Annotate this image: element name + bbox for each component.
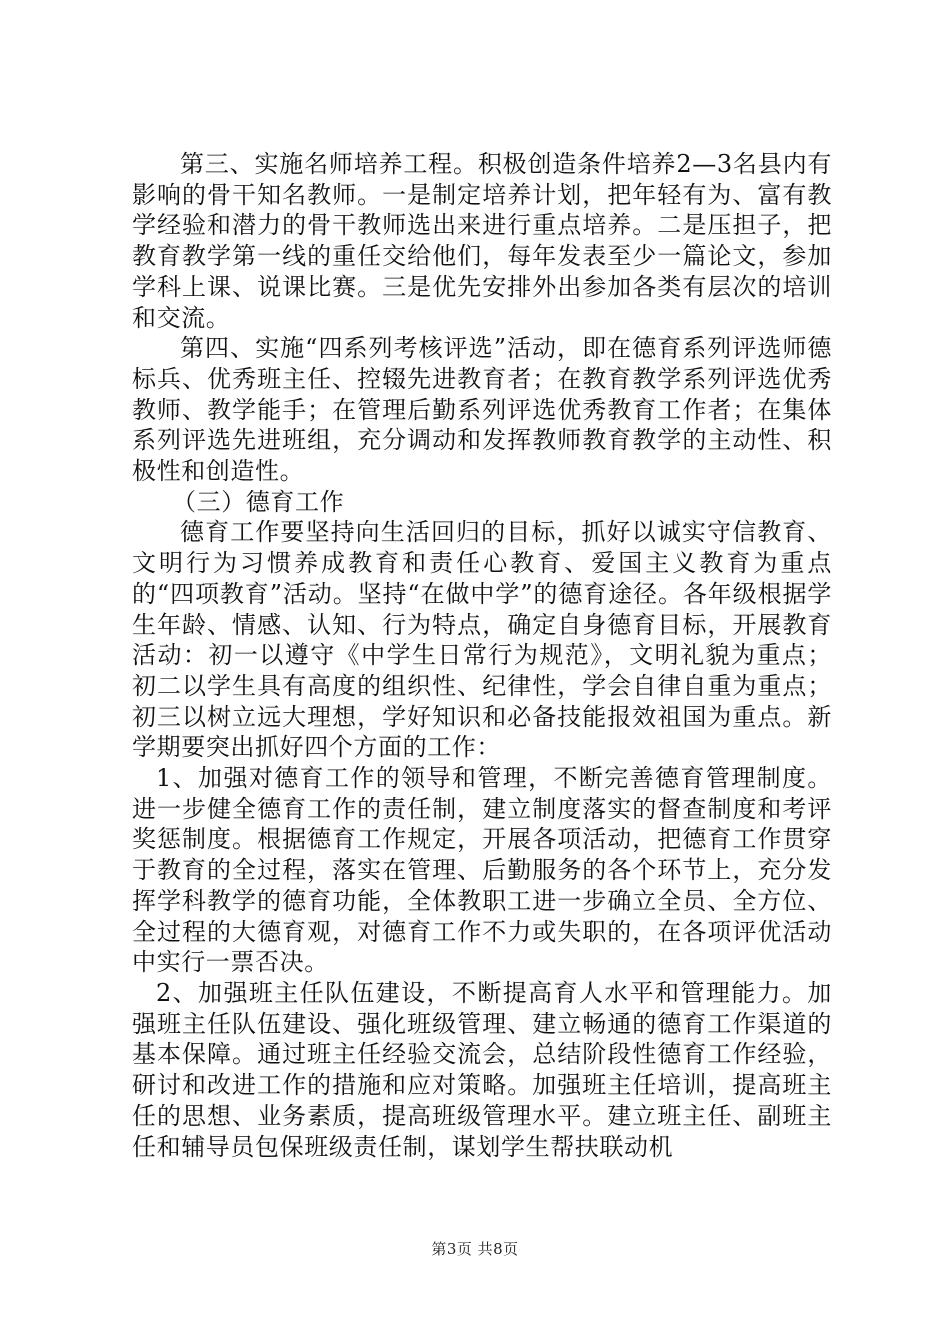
paragraph-item-1: 1、加强对德育工作的领导和管理，不断完善德育管理制度。进一步健全德育工作的责任制，建立制度落实的督查制度和考评奖惩制度。根据德育工作规定，开展各项活动，把德育工作贯穿于教育的全过程，落实在管理、后勤服务的各个环节上，充分发挥学科教学的德育功能，全体教职工进一步确立全员、全方位、全过程的大德育观，对德育工作不力或失职的，在各项评优活动中实行一票否决。	[132, 764, 832, 977]
paragraph-moral-education: 德育工作要坚持向生活回归的目标，抓好以诚实守信教育、文明行为习惯养成教育和责任心教育、爱国主义教育为重点的“四项教育”活动。坚持“在做中学”的德育途径。各年级根据学生年龄、情感、认知、行为特点，确定自身德育目标，开展教育活动：初一以遵守《中学生日常行为规范》，文明礼貌为重点；初二以学生具有高度的组织性、纪律性，学会自律自重为重点；初三以树立远大理想，学好知识和必备技能报效祖国为重点。新学期要突出抓好四个方面的工作：	[132, 518, 832, 762]
page-number-footer: 第3页 共8页	[431, 1240, 519, 1258]
paragraph-teacher-training: 第三、实施名师培养工程。积极创造条件培养2—3名县内有影响的骨干知名教师。一是制定培养计划，把年轻有为、富有教学经验和潜力的骨干教师选出来进行重点培养。二是压担子，把教育教学第一线的重任交给他们，每年发表至少一篇论文，参加学科上课、说课比赛。三是优先安排外出参加各类有层次的培训和交流。	[132, 150, 832, 332]
paragraph-assessment-selection: 第四、实施“四系列考核评选”活动，即在德育系列评选师德标兵、优秀班主任、控辍先进教育者；在教育教学系列评选优秀教师、教学能手；在管理后勤系列评选优秀教育工作者；在集体系列评选先进班组，充分调动和发挥教师教育教学的主动性、积极性和创造性。	[132, 334, 832, 486]
document-body	[132, 149, 832, 1162]
paragraph-item-2: 2、加强班主任队伍建设，不断提高育人水平和管理能力。加强班主任队伍建设、强化班级管理、建立畅通的德育工作渠道的基本保障。通过班主任经验交流会，总结阶段性德育工作经验，研讨和改进工作的措施和应对策略。加强班主任培训，提高班主任的思想、业务素质，提高班级管理水平。建立班主任、副班主任和辅导员包保班级责任制，谋划学生帮扶联动机	[132, 978, 832, 1161]
section-heading-moral-education: （三）德育工作	[172, 487, 345, 516]
